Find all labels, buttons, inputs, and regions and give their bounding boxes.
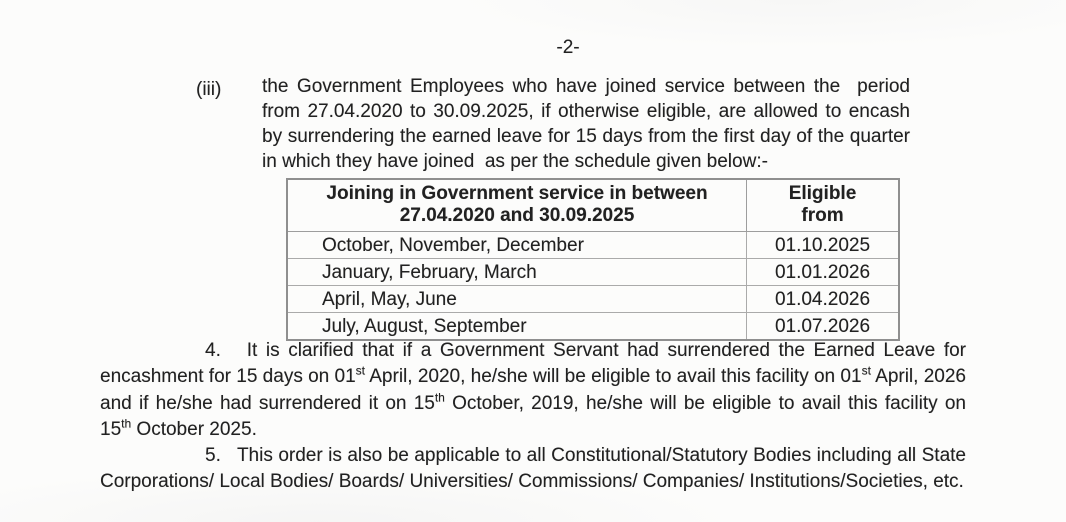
joining-months-cell: October, November, December xyxy=(287,232,747,259)
eligible-date-cell: 01.07.2026 xyxy=(747,313,900,341)
table-row xyxy=(287,313,899,341)
eligible-date-cell: 01.01.2026 xyxy=(747,259,900,286)
table-header-eligible-from: Eligible from xyxy=(747,179,900,232)
clause-iii-text: the Government Employees who have joined service between the period from 27.04.2020 to 30.09.2025, if otherwise eligible, are allowed to encash by surrendering the earned leave for 15 days from the first day of the quarter in which they have joined as per the schedule given below:- xyxy=(262,76,916,172)
clause-iii-marker: (iii) xyxy=(196,79,222,100)
table-row xyxy=(287,286,899,313)
page-number: -2- xyxy=(556,37,580,58)
joining-months-cell: April, May, June xyxy=(287,286,747,313)
joining-months-cell: July, August, September xyxy=(287,313,747,341)
paragraph-4-clarification: 4. It is clarified that if a Government Servant had surrendered the Earned Leave for encashment for 15 days on 01st April, 2020, he/she will be eligible to avail this facility on 01st April, 2026 and if he/she had surrendered it on 15th October, 2019, he/she will be eligible to avail this facility on 15th October 2025. xyxy=(100,340,972,440)
paragraph-5-applicability: 5. This order is also be applicable to all Constitutional/Statutory Bodies including all State Corporations/ Local Bodies/ Boards/ Universities/ Commissions/ Companies/ Institutions/Societies, etc. xyxy=(100,445,972,493)
eligible-date-cell: 01.10.2025 xyxy=(747,232,900,259)
table-header-row xyxy=(287,179,899,232)
joining-months-cell: January, February, March xyxy=(287,259,747,286)
table-header-joining-period: Joining in Government service in between 27.04.2020 and 30.09.2025 xyxy=(287,179,747,232)
leave-encashment-schedule-table xyxy=(286,178,900,341)
table-row xyxy=(287,232,899,259)
table-row xyxy=(287,259,899,286)
eligible-date-cell: 01.04.2026 xyxy=(747,286,900,313)
